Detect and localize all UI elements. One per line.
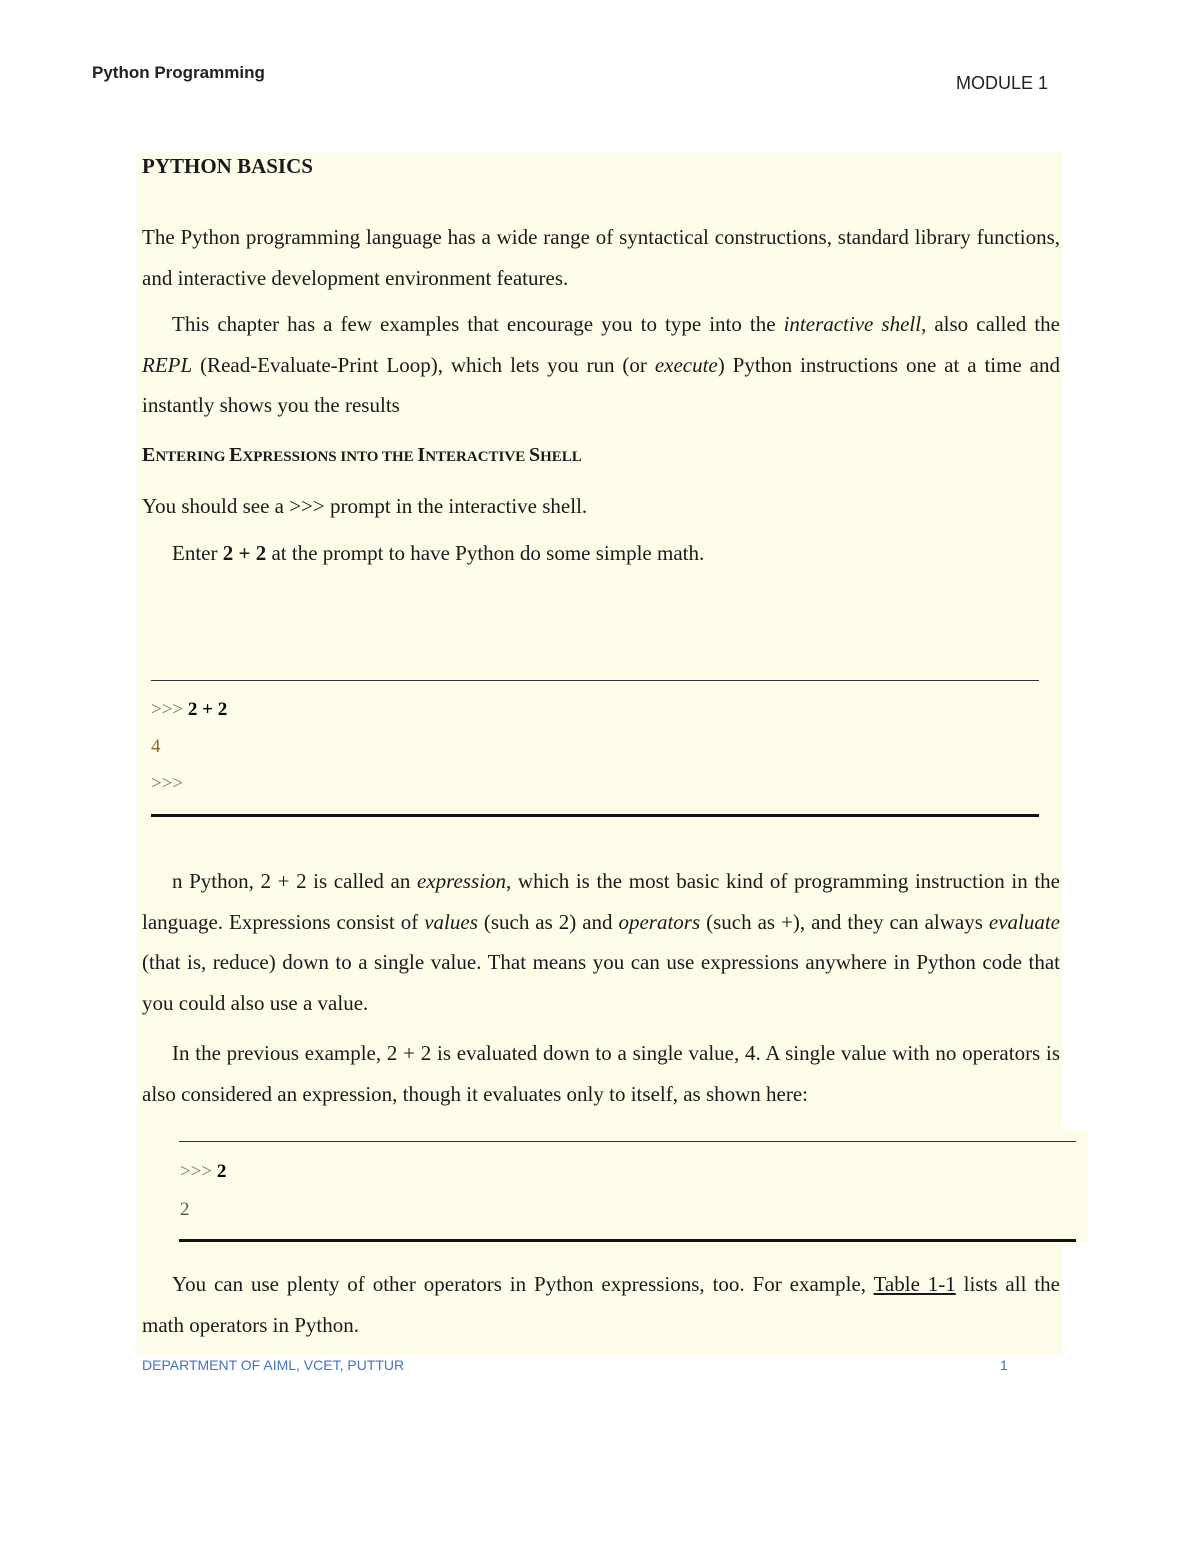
highlight-background-overflow — [1060, 1130, 1088, 1244]
enter-text-2: at the prompt to have Python do some simple math. — [266, 541, 705, 565]
previous-example-paragraph: In the previous example, 2 + 2 is evaluated down to a single value, 4. A single value with no operators is also considered an expression, though it evaluates only to itself, as shown here: — [142, 1041, 1060, 1106]
term-values: values — [424, 909, 478, 934]
repl-text-1: This chapter has a few examples that encourage you to type into the — [172, 312, 784, 336]
subheading-interactive: NTERACTIVE — [425, 449, 529, 465]
subheading-cap-s: S — [528, 444, 541, 466]
subheading — [142, 444, 582, 467]
term-operators: operators — [618, 909, 701, 934]
term-evaluate: evaluate — [988, 909, 1061, 934]
enter-paragraph — [142, 533, 1060, 574]
term-repl: REPL — [142, 352, 193, 377]
repl-text-3: (Read-Evaluate-Print Loop), which lets you run (or — [192, 352, 655, 377]
expr-text-3: (such as 2) and — [477, 909, 619, 934]
code1-input-line — [151, 699, 227, 721]
intro-paragraph: The Python programming language has a wide range of syntactical constructions, standard library functions, and interactive development environment features. — [142, 225, 1060, 290]
expr-text-2: , which is the most basic kind of programming instruction in the language. Expressions consist of — [142, 869, 1060, 934]
subheading-entering: NTERING — [155, 449, 230, 465]
code1-input: 2 + 2 — [187, 699, 228, 720]
repl-text-2: , also called the — [921, 312, 1060, 336]
code1-bottom-rule — [151, 814, 1039, 817]
term-interactive-shell: interactive shell — [783, 312, 922, 336]
expression-paragraph — [142, 861, 1060, 1023]
term-expression: expression — [417, 869, 507, 893]
code2-input-line — [180, 1161, 226, 1183]
code2-output: 2 — [180, 1199, 190, 1220]
code1-prompt-2: >>> — [151, 773, 184, 794]
running-header-module: MODULE 1 — [955, 73, 1048, 93]
expr-text-1: n Python, 2 + 2 is called an — [172, 869, 417, 893]
footer-department: DEPARTMENT OF AIML, VCET, PUTTUR — [142, 1357, 405, 1373]
subheading-shell: HELL — [540, 449, 582, 465]
subheading-expressions: XPRESSIONS INTO THE — [242, 449, 418, 465]
code2-top-rule — [179, 1141, 1076, 1142]
prompt-paragraph: You should see a >>> prompt in the interactive shell. — [142, 494, 588, 518]
operators-text-1: You can use plenty of other operators in Python expressions, too. For example, — [172, 1272, 874, 1296]
subheading-cap-e: E — [142, 444, 156, 466]
section-title: PYTHON BASICS — [142, 154, 313, 178]
code1-output: 4 — [151, 736, 161, 757]
code1-prompt: >>> — [151, 699, 188, 720]
running-header-title: Python Programming — [92, 63, 265, 82]
table-1-1-link[interactable]: Table 1-1 — [873, 1272, 956, 1296]
code2-bottom-rule — [179, 1239, 1076, 1242]
code2-input: 2 — [216, 1161, 227, 1182]
code1-top-rule — [151, 680, 1039, 681]
footer-page-number: 1 — [1000, 1357, 1008, 1373]
operators-paragraph — [142, 1264, 1060, 1345]
enter-expression: 2 + 2 — [222, 541, 267, 565]
repl-text-4: ) Python instructions one at a time and instantly shows you the results — [142, 352, 1060, 417]
enter-text-1: Enter — [172, 541, 223, 565]
code2-prompt: >>> — [180, 1161, 217, 1182]
operators-text-2: lists all the math operators in Python. — [142, 1272, 1060, 1337]
expr-text-5: (that is, reduce) down to a single value. That means you can use expressions anywhere in Python code that you could also use a value. — [142, 950, 1060, 1015]
expr-text-4: (such as +), and they can always — [700, 909, 989, 934]
subheading-cap-x: E — [229, 444, 243, 466]
term-execute: execute — [654, 352, 718, 377]
subheading-cap-i: I — [417, 444, 426, 466]
repl-paragraph — [142, 304, 1060, 426]
